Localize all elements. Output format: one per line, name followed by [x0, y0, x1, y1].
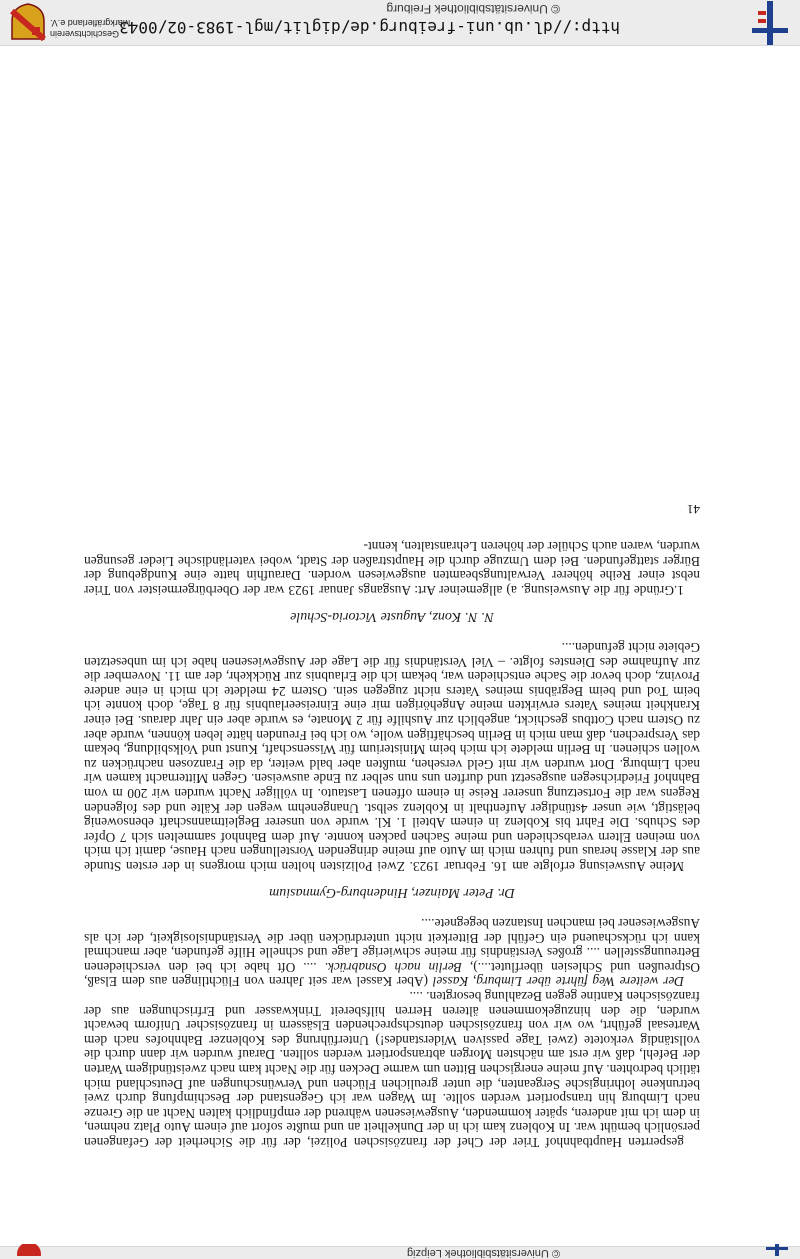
paragraph: Der weitere Weg führte über Limburg, Kassel (Aber Kassel war seit Jahren von Flüchtlingen aus dem Elsaß, Ostpreußen und Schlesien überflutet....), Berlin nach Osnabrück. .... Oft habe ich bei den verschiedenen Betreuungsstellen .... großes Verständnis für meine schwierige Lage und schnelle Hilfe gefunden, aber manchmal kann ich rückschauend ein Gefühl der Bitterkeit nicht unterdrücken über die Verständnislosigkeit, der ich als Ausgewiesener bei manchen Instanzen begegnete....: [84, 916, 700, 990]
top-strip: [0, 1246, 800, 1259]
italic-text: Der weitere Weg führte über Limburg, Kassel: [432, 974, 684, 990]
section-heading: Dr. Peter Mainzer, Hindenburg-Gymnasium: [269, 885, 515, 901]
paragraph: 1.Gründe für die Ausweisung. a) allgemeiner Art: Ausgangs Januar 1923 war der Oberbürgermeister von Trier nebst einer Reihe höherer Verwaltungsbeamten ausgewiesen worden. Daraufhin hatte eine Kundgebung der Bürger stattgefunden. Bei dem Umzuge durch die Hauptstraßen der Stadt, wobei vaterländische Lieder gesungen wurden, waren auch Schüler der höheren Lehranstalten, kennt-: [84, 539, 700, 598]
ub-logo-icon: [766, 1247, 788, 1259]
society-crest-icon: [10, 3, 46, 41]
ub-logo-icon: [752, 1, 788, 45]
crest-icon: [10, 1247, 48, 1259]
top-credit: © Universitätsbibliothek Leipzig: [406, 1247, 560, 1259]
document-url[interactable]: http://dl.ub.uni-freiburg.de/diglit/mgl-1983-02/0043: [119, 18, 620, 37]
society-name: Geschichtsverein Markgräflerland e.V.: [50, 18, 131, 39]
section-heading: N. N. Konz, Auguste Victoria-Schule: [290, 609, 494, 625]
page-number: 41: [687, 502, 700, 518]
library-credit: © Universitätsbibliothek Freiburg: [386, 2, 560, 16]
document-page: [84, 502, 700, 1149]
paragraph: gesperrten Hauptbahnhof Trier der Chef der französischen Polizei, der für die Sicherheit der Gefangenen persönlich bemüht war. In Koblenz kam ich in der Dunkelheit an und mußte sofort auf einem Auto Platz nehmen, in dem ich mit anderen, später kommenden, Ausgewiesenen während der empfindlich kalten Nacht an die Grenze nach Limburg hin transportiert werden sollte. Im Wagen war ich Gegenstand der Beschimpfung durch zwei betrunkene lothringische Sergeanten, die unter greulichen Flüchen und Verwünschungen auf Deutschland mich tätlich bedrohten. Auf meine energischen Bitten um warme Decken für die Nacht kam nach zweistündigem Warten der Befehl, daß wir erst am nächsten Morgen abtransportiert werden sollten. Darauf wurden wir dann durch die vollständig verkotete (zwei Tage passiven Widerstandes!) Unterführung des Koblenzer Bahnhofes nach dem Wartesaal geführt, wo wir von französischen deutschsprechenden Elsässern in französischer Uniform bewacht wurden, die den hinzugekommenen älteren Herren hilfsbereit Trinkwasser und Erfrischungen aus der französischen Kantine gegen Bezahlung besorgten. ....: [84, 989, 700, 1150]
paragraph: Meine Ausweisung erfolgte am 16. Februar 1923. Zwei Polizisten holten mich morgens in der ersten Stunde aus der Klasse heraus und fuhren mich im Auto auf meine dringenden Vorstellungen nach Hause, damit ich mich von meinen Eltern verabschieden und meine Sachen packen konnte. Auf dem Bahnhof sammelten sich 7 Opfer des Schubs. Die Fahrt bis Koblenz in einem Abteil 1. Kl. wurde von unserer Begleitmannschaft ebensowenig belästigt, wie unser 4stündiger Aufenthalt in Koblenz selbst. Unangenehm wegen der Kälte und des folgenden Regens war die Fortsetzung unserer Reise in einem offenen Lastauto. In völliger Nacht wurden wir 200 m vom Bahnhof Friedrichsegen ausgesetzt und durften uns nun selber zu Ende ausweisen. Gegen Mitternacht kamen wir nach Limburg. Dort wurden wir mit Geld versehen, mußten aber bald weiter, da die Franzosen nachrücken zu wollen schienen. In Berlin meldete ich mich beim Ministerium für Wissenschaft, Kunst und Volksbildung, bekam das Versprechen, daß man mich in Berlin beschäftigen wolle, wo ich bei Freunden hätte leben können, wurde aber zu Ostern nach Cottbus geschickt, angeblich zur Aushilfe für 2 Monate, es wurde aber ein Jahr daraus. Bei einer Krankheit meines Vaters erwirkten meine Angehörigen mir eine Einreiseerlaubnis für 8 Tage, doch konnte ich beim Tod und beim Begräbnis meines Vaters nicht zugegen sein. Ostern 24 meldete ich mich in eine andere Provinz, doch bevor die Sache entschieden war, bekam ich die Erlaubnis zur Rückkehr, der am 11. November die zur Aufnahme des Dienstes folgte. – Viel Verständnis für die Lage der Ausgewiesenen habe ich im unbesetzten Gebiete nicht gefunden....: [84, 640, 700, 874]
